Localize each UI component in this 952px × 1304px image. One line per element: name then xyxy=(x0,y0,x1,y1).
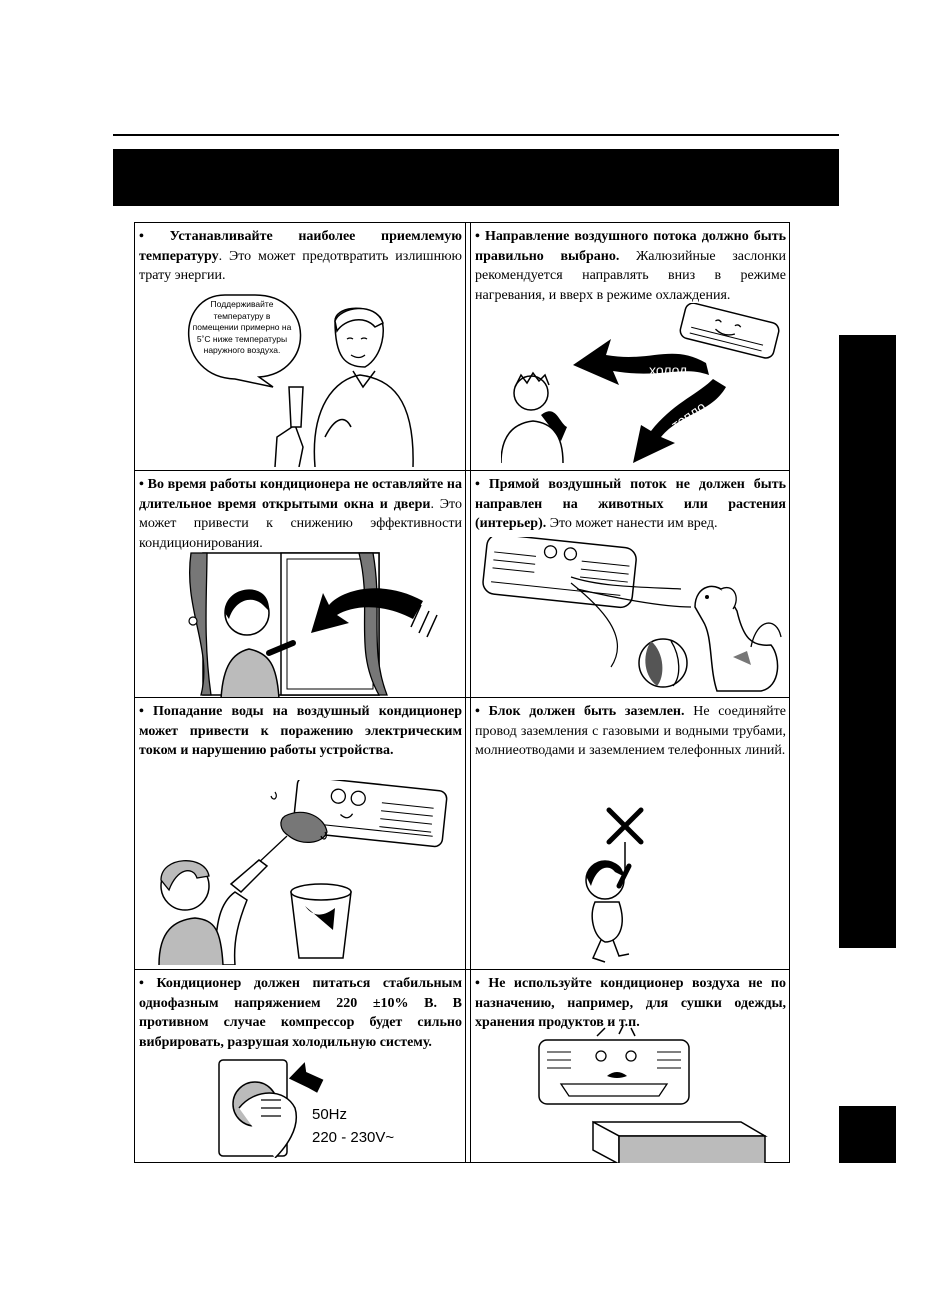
tips-grid xyxy=(134,222,790,1163)
header-rule xyxy=(113,134,839,136)
label-cold: холод xyxy=(649,362,688,378)
tip-grounding xyxy=(470,698,789,969)
tip-text: • Попадание воды на воздушный кондиционер может привести к поражению электрическим током и нарушению работы устройства. xyxy=(139,704,462,758)
tip-text: • Направление воздушного потока должно быть правильно выбрано. Жалюзийные заслонки рекомендуется направлять вниз в режиме нагревания, и вверх в режиме охлаждения. xyxy=(475,229,786,303)
tip-close-windows xyxy=(135,471,466,697)
tip-proper-use xyxy=(470,970,789,1163)
tip-text: • Кондиционер должен питаться стабильным однофазным напряжением 220 ±10% В. В противном случае компрессор будет сильно вибрировать, разрушая холодильную систему. xyxy=(139,976,463,1050)
tip-no-water xyxy=(135,698,466,969)
illustration-open-window xyxy=(183,549,443,697)
speech-bubble-text: Поддерживайте температуру в помещении примерно на 5˚C ниже температуры наружного воздуха. xyxy=(192,299,292,355)
label-warm: тепло xyxy=(668,398,709,433)
tip-stable-voltage xyxy=(135,970,466,1163)
tip-text: • Не используйте кондиционер воздуха не по назначению, например, для сушки одежды, хранения продуктов и т.п. xyxy=(475,976,787,1030)
illustration-child-grounding xyxy=(579,806,679,966)
tip-temperature xyxy=(135,223,466,470)
tip-text: • Блок должен быть заземлен. Не соединяйте провод заземления с газовыми и водными трубами, молниеотводами и заземлением телефонных линий. xyxy=(475,704,787,758)
illustration-power-outlet xyxy=(215,1058,455,1158)
illustration-airflow xyxy=(501,303,789,468)
tip-text: • Устанавливайте наиболее приемлемую температуру. Это может предотвратить излишнюю трату энергии. xyxy=(139,229,462,283)
tip-no-direct-airflow xyxy=(470,471,789,697)
tip-airflow-direction xyxy=(470,223,789,470)
page-number-block xyxy=(839,1106,896,1163)
prohibited-x-icon xyxy=(609,810,641,842)
illustration-man-with-glass xyxy=(175,287,435,467)
illustration-ac-unit-box xyxy=(531,1026,781,1163)
section-side-tab xyxy=(839,335,896,948)
illustration-water-spray xyxy=(155,780,455,965)
illustration-dog-airflow xyxy=(481,537,789,697)
title-bar xyxy=(113,149,839,206)
label-frequency: 50Hz xyxy=(312,1106,348,1123)
tip-text: • Прямой воздушный поток не должен быть направлен на животных или растения (интерьер). Это может нанести им вред. xyxy=(475,477,786,531)
tip-text: • Во время работы кондиционера не оставляйте на длительное время открытыми окна и двери. Это может привести к снижению эффективности кондиционирования. xyxy=(139,477,462,551)
label-voltage: 220 - 230V~ xyxy=(312,1129,395,1146)
